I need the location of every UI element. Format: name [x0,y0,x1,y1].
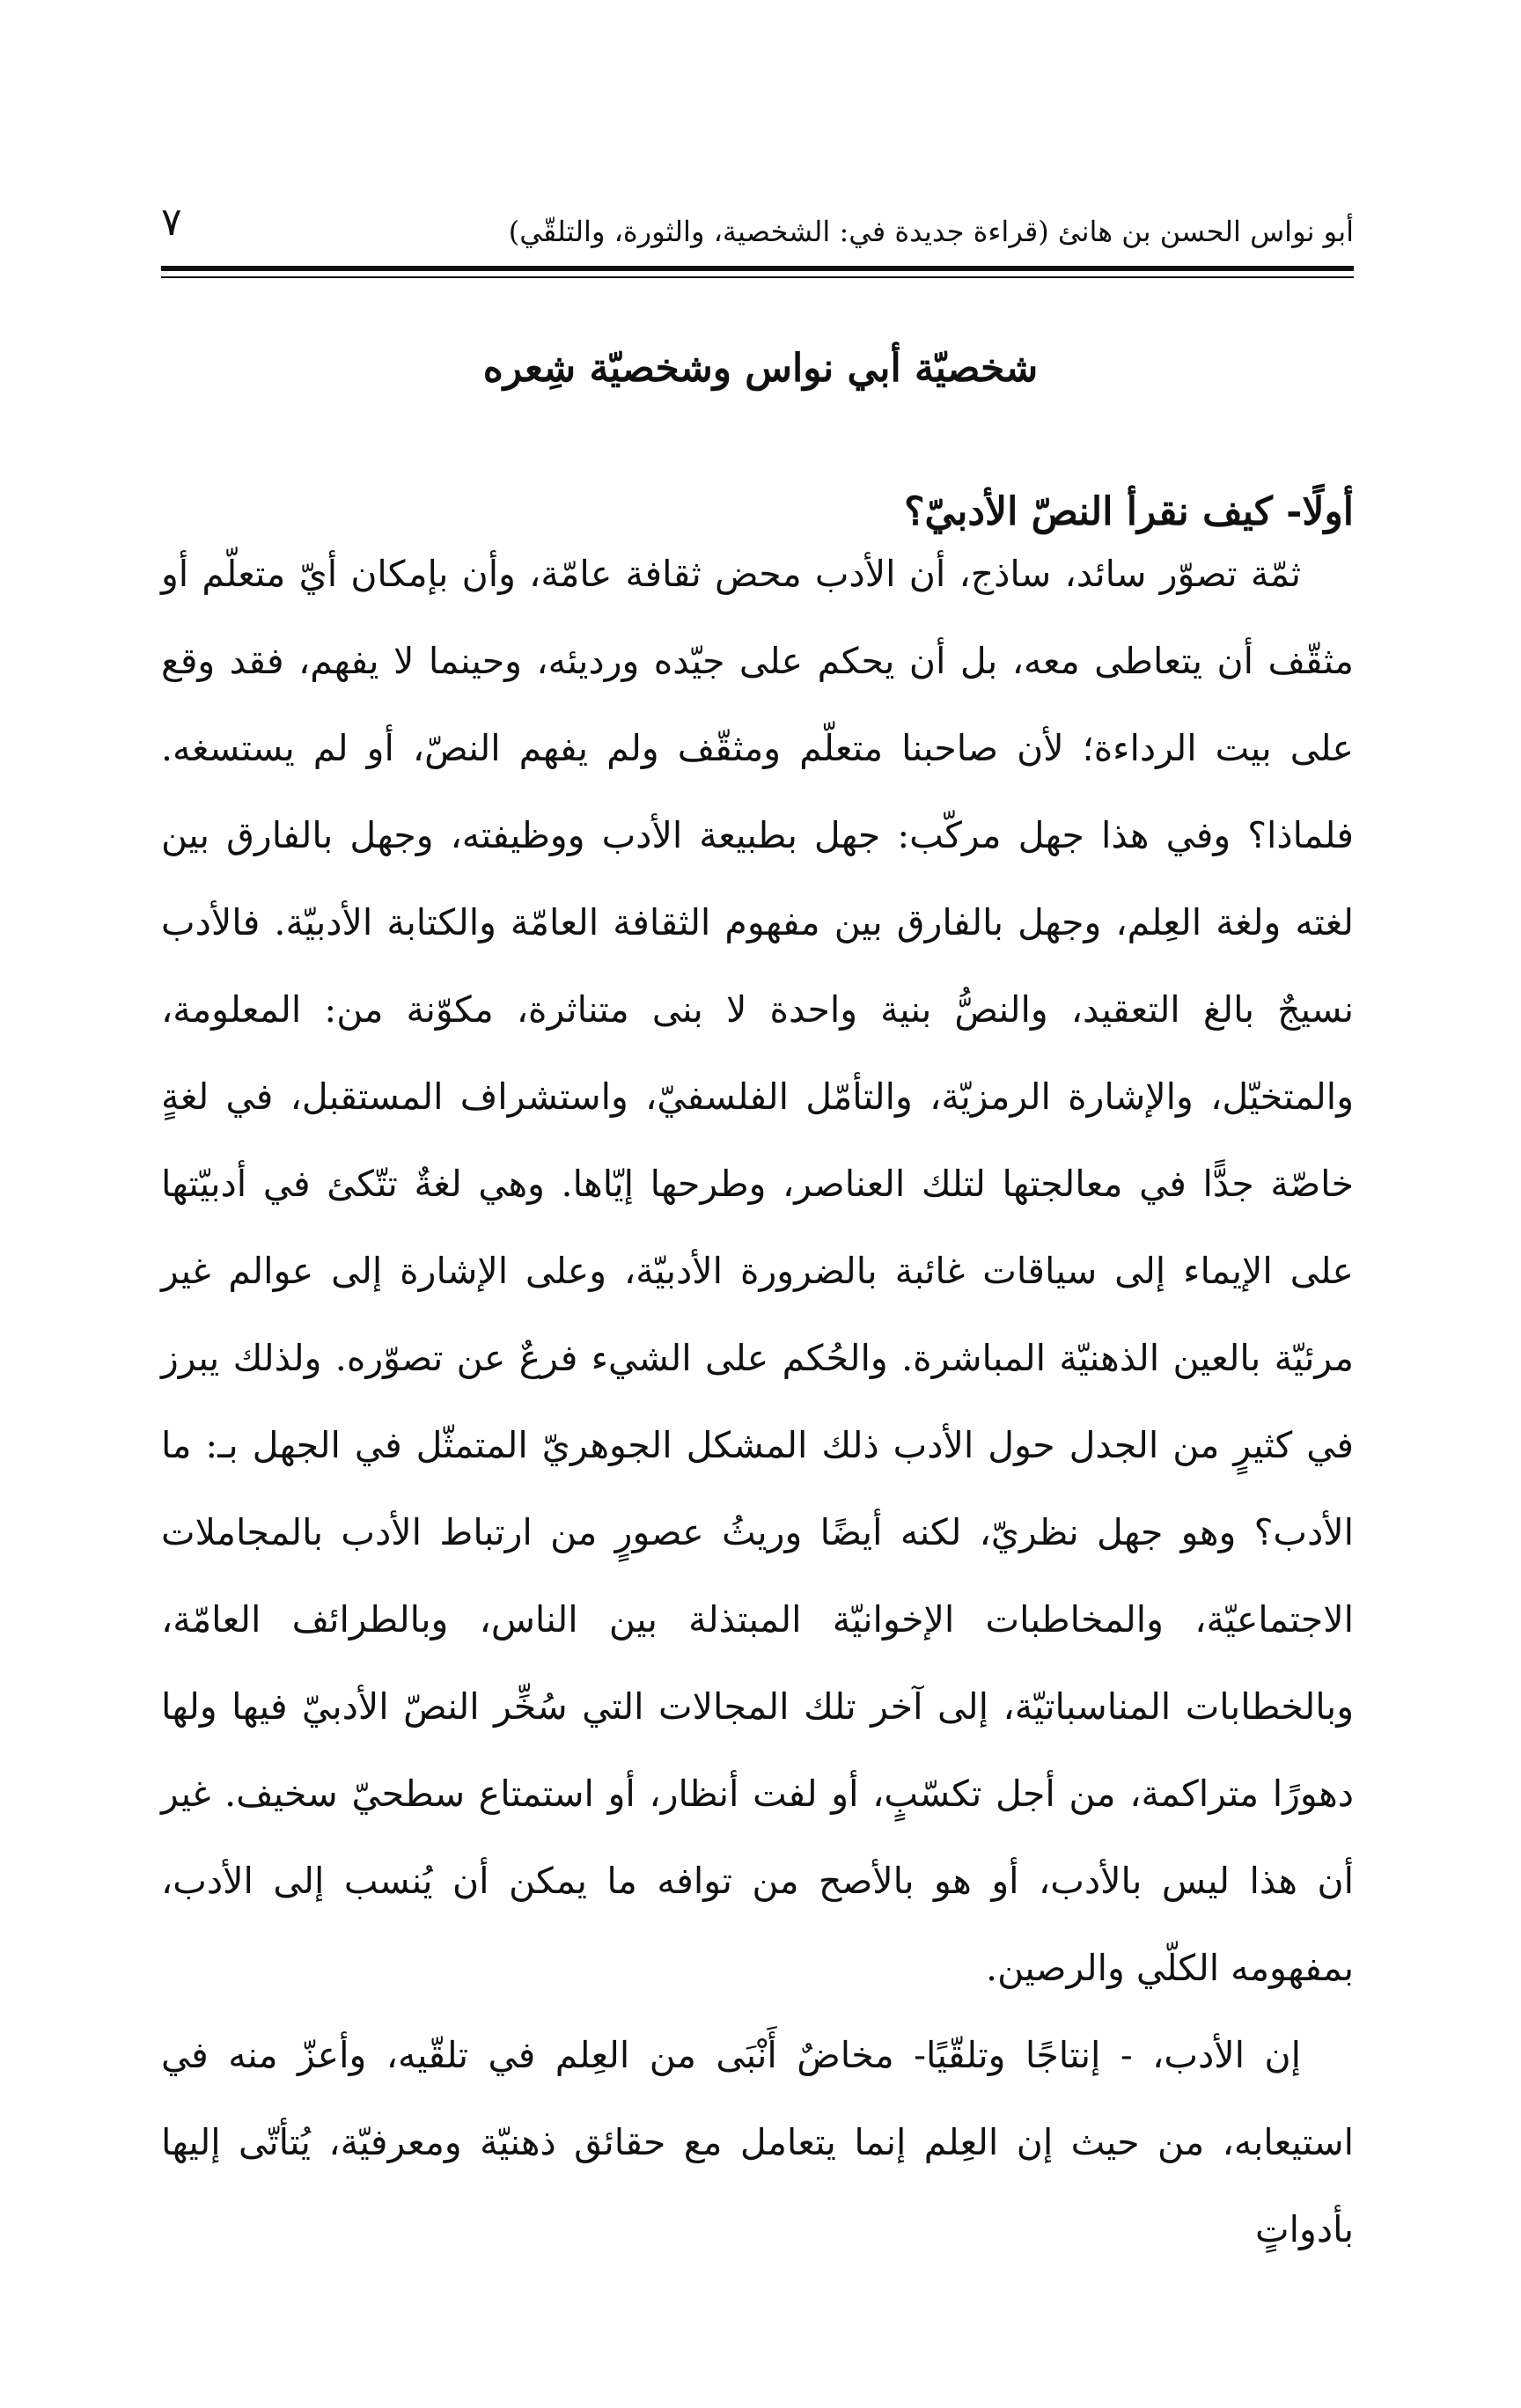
paragraph: ثمّة تصوّر سائد، ساذج، أن الأدب محض ثقافة عامّة، وأن بإمكان أيّ متعلّم أو مثقّف أن يتعاطى معه، بل أن يحكم على جيّده ورديئه، وحينما لا يفهم، فقد وقع على بيت الرداءة؛ لأن صاحبنا متعلّم ومثقّف ولم يفهم النصّ، أو لم يستسغه. فلماذا؟ وفي هذا جهل مركّب: جهل بطبيعة الأدب ووظيفته، وجهل بالفارق بين لغته ولغة العِلم، وجهل بالفارق بين مفهوم الثقافة العامّة والكتابة الأدبيّة. فالأدب نسيجٌ بالغ التعقيد، والنصُّ بنية واحدة لا بنى متناثرة، مكوّنة من: المعلومة، والمتخيّل، والإشارة الرمزيّة، والتأمّل الفلسفيّ، واستشراف المستقبل، في لغةٍ خاصّة جدًّا في معالجتها لتلك العناصر، وطرحها إيّاها. وهي لغةٌ تتّكئ في أدبيّتها على الإيماء إلى سياقات غائبة بالضرورة الأدبيّة، وعلى الإشارة إلى عوالم غير مرئيّة بالعين الذهنيّة المباشرة. والحُكم على الشيء فرعٌ عن تصوّره. ولذلك يبرز في كثيرٍ من الجدل حول الأدب ذلك المشكل الجوهريّ المتمثّل في الجهل بـ: ما الأدب؟ وهو جهل نظريّ، لكنه أيضًا وريثُ عصورٍ من ارتباط الأدب بالمجاملات الاجتماعيّة، والمخاطبات الإخوانيّة المبتذلة بين الناس، وبالطرائف العامّة، وبالخطابات المناسباتيّة، إلى آخر تلك المجالات التي سُخِّر النصّ الأدبيّ فيها ولها دهورًا متراكمة، من أجل تكسّبٍ، أو لفت أنظار، أو استمتاع سطحيّ سخيف. غير أن هذا ليس بالأدب، أو هو بالأصح من توافه ما يمكن أن يُنسب إلى الأدب، بمفهومه الكلّي والرصين. [161,553,1354,1989]
running-header [161,201,1354,262]
body-text [161,531,1354,2273]
running-title: أبو نواس الحسن بن هانئ (قراءة جديدة في: الشخصية، والثورة، والتلقّي) [508,215,1354,248]
header-rule-thin [161,276,1354,278]
chapter-title: شخصيّة أبي نواس وشخصيّة شِعره [482,346,1039,392]
section-heading: أولًا- كيف نقرأ النصّ الأدبيّ؟ [904,488,1354,534]
header-rule-thick [161,266,1354,271]
page-number: ٧ [161,200,182,245]
paragraph: إن الأدب، - إنتاجًا وتلقّيًا- مخاضٌ أَنْبَى من العِلم في تلقّيه، وأعزّ منه في استيعابه، من حيث إن العِلم إنما يتعامل مع حقائق ذهنيّة ومعرفيّة، يُتأتّى إليها بأدواتٍ [161,2034,1354,2250]
